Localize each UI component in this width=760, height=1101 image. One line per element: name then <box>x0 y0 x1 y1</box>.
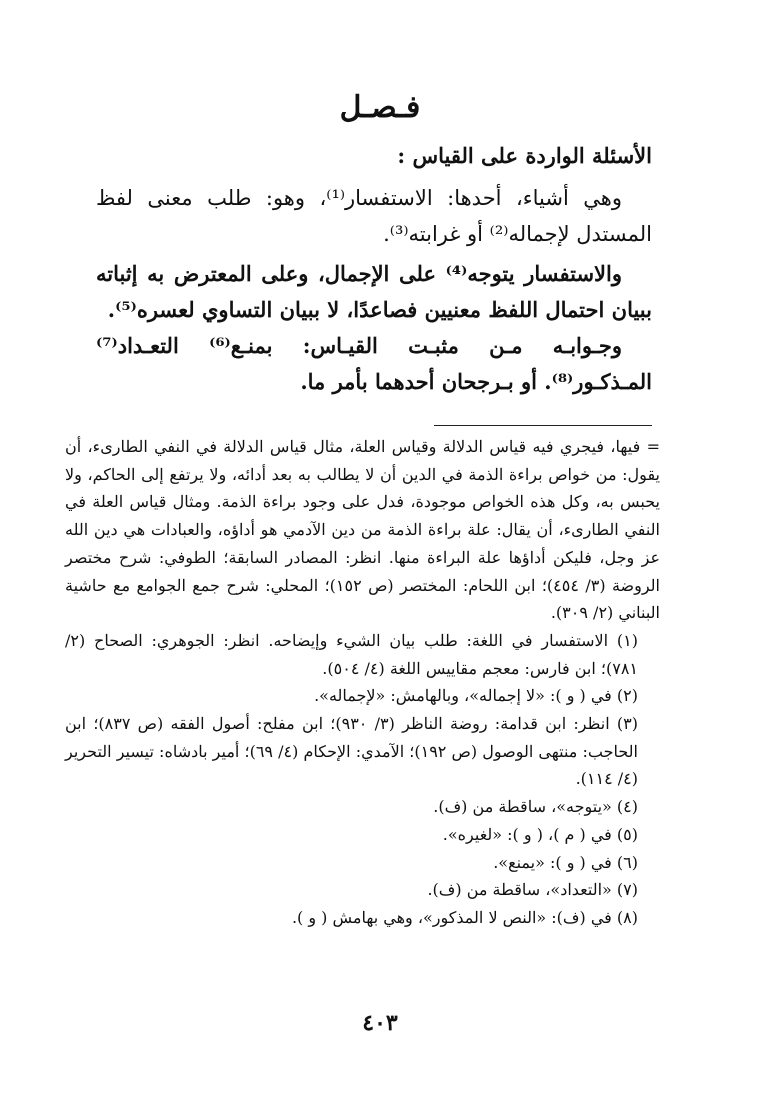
footnote-4: (٤) «يتوجه»، ساقطة من (ف). <box>433 797 638 817</box>
footnote-2: (٢) في ( و ): «لا إجماله»، وبالهامش: «لإجماله». <box>314 686 638 706</box>
footnote-separator <box>434 425 652 426</box>
footnote-6: (٦) في ( و ): «يمنع». <box>493 852 638 872</box>
footnote-continuation: = فيها، فيجري فيه قياس الدلالة وقياس العلة، مثال قياس الدلالة في النفي الطارىء، أن يقول: من خواص براءة الذمة في الدين أن لا يطالب به بعد أدائه، ولا يرتفع إلى الحاكم، ولا يحبس به، وكل هذه الخواص موجودة، فدل على وجود براءة الذمة. ومثال قياس العلة في النفي الطارىء، أن يقال: علة براءة الذمة من دين الآدمي هو أداؤه، والعبادات هي دين الله عز وجل، فليكن أداؤها علة البراءة منها. انظر: المصادر السابقة؛ الطوفي: شرح مختصر الروضة (٣/ ٤٥٤)؛ ابن اللحام: المختصر (ص ١٥٢)؛ المحلي: شرح جمع الجوامع مع حاشية البناني (٢/ ٣٠٩). <box>65 437 661 623</box>
body-paragraph: والاستفسار يتوجه⁽⁴⁾ على الإجمال، وعلى المعترض به إثباته ببيان احتمال اللفظ معنيين فصاعدًا، لا ببيان التساوي لعسره⁽⁵⁾. <box>96 261 652 322</box>
footnote-3: (٣) انظر: ابن قدامة: روضة الناظر (٣/ ٩٣٠)؛ ابن مفلح: أصول الفقه (ص ٨٣٧)؛ ابن الحاجب: منتهى الوصول (ص ١٩٢)؛ الآمدي: الإحكام (٤/ ٦٩)؛ أمير بادشاه: تيسير التحرير (٤/ ١١٤). <box>65 714 638 789</box>
section-heading: الأسئلة الواردة على القياس : <box>397 143 652 168</box>
footnote-7: (٧) «التعداد»، ساقطة من (ف). <box>427 880 638 900</box>
page-number: ٤٠٣ <box>362 1010 398 1036</box>
footnote-8: (٨) في (ف): «النص لا المذكور»، وهي بهامش ( و ). <box>291 907 638 927</box>
chapter-title: فـصـل <box>339 90 421 125</box>
body-paragraph: وهي أشياء، أحدها: الاستفسار⁽¹⁾، وهو: طلب معنى لفظ المستدل لإجماله⁽²⁾ أو غرابته⁽³⁾. <box>96 186 652 246</box>
footnotes <box>65 433 660 932</box>
footnote-5: (٥) في ( م )، ( و ): «لغيره». <box>442 824 638 844</box>
footnote-1: (١) الاستفسار في اللغة: طلب بيان الشيء وإيضاحه. انظر: الجوهري: الصحاح (٢/ ٧٨١)؛ ابن فارس: معجم مقاييس اللغة (٤/ ٥٠٤). <box>65 630 638 678</box>
body-paragraph: وجـوابـه مـن مثبـت القيـاس: بمنـع⁽⁶⁾ التعـداد⁽⁷⁾ المـذكـور⁽⁸⁾. أو بـرجحان أحدهما بأمر ما. <box>96 333 652 394</box>
